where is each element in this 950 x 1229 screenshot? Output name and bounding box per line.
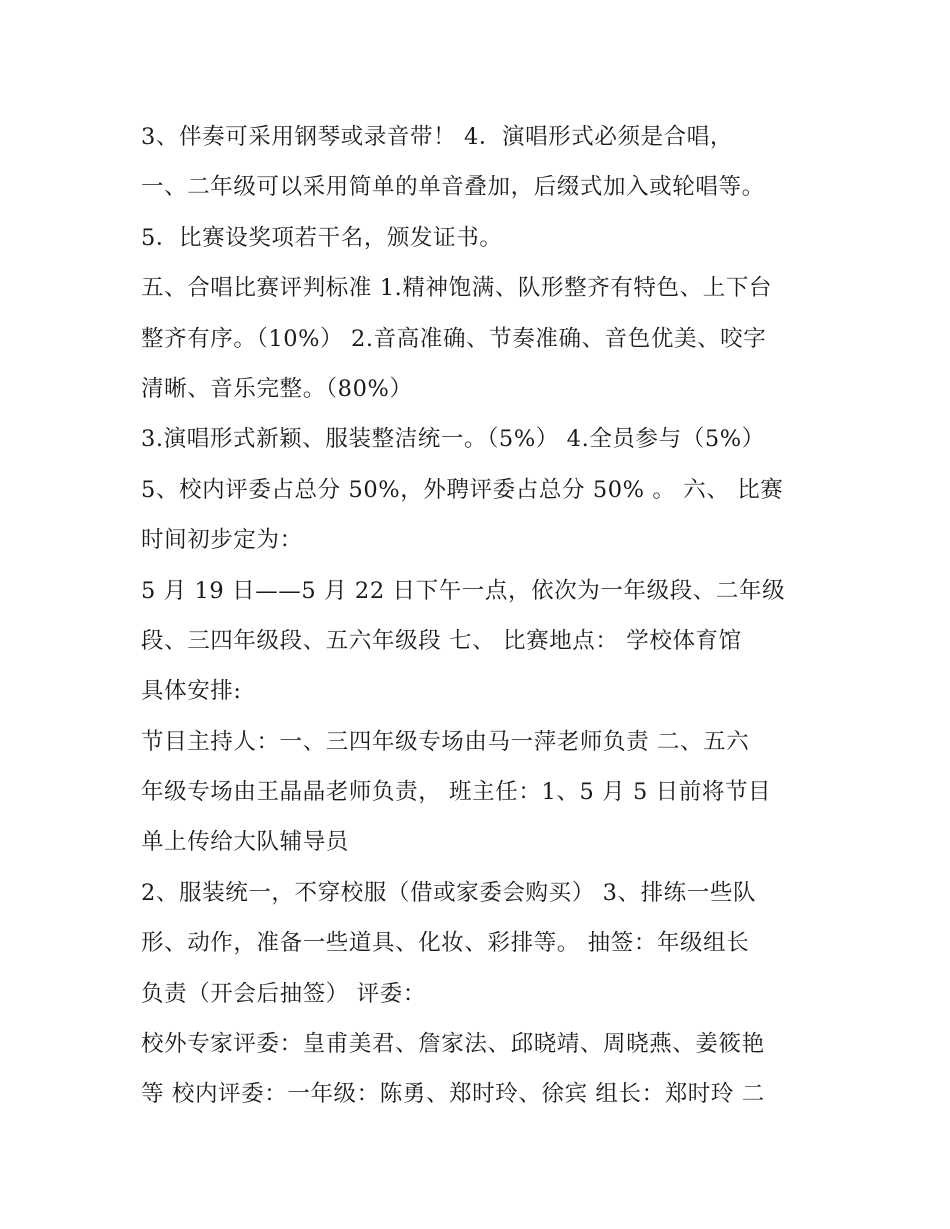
text-line: 等 校内评委：一年级：陈勇、郑时玲、徐宾 组长：郑时玲 二	[141, 1081, 765, 1108]
text-line: 具体安排:	[141, 678, 242, 705]
text-line: 单上传给大队辅导员	[141, 829, 349, 856]
text-line: 时间初步定为：	[141, 527, 303, 554]
document-body	[141, 112, 831, 1120]
text-line: 一、二年级可以采用简单的单音叠加，后缀式加入或轮唱等。	[141, 174, 765, 201]
text-line: 3、伴奏可采用钢琴或录音带！ 4．演唱形式必须是合唱，	[141, 124, 733, 150]
text-line: 3.演唱形式新颖、服装整洁统一。（5%） 4.全员参与（5%）	[141, 426, 765, 453]
text-line: 5 月 19 日——5 月 22 日下午一点，依次为一年级段、二年级	[141, 577, 786, 604]
text-line: 校外专家评委：皇甫美君、詹家法、邱晓靖、周晓燕、姜筱艳	[141, 1031, 765, 1058]
text-line: 清晰、音乐完整。（80%）	[141, 375, 413, 402]
text-line: 年级专场由王晶晶老师负责， 班主任：1、5 月 5 日前将节目	[141, 779, 772, 806]
text-line: 2、服装统一，不穿校服（借或家委会购买） 3、排练一些队	[141, 879, 757, 906]
text-line: 5．比赛设奖项若干名，颁发证书。	[141, 224, 503, 251]
text-line: 形、动作，准备一些道具、化妆、彩排等。 抽签：年级组长	[141, 930, 750, 957]
text-line: 五、合唱比赛评判标准 1.精神饱满、队形整齐有特色、上下台	[141, 275, 773, 302]
text-line: 负责（开会后抽签） 评委：	[141, 980, 426, 1007]
text-line: 整齐有序。（10%） 2.音高准确、节奏准确、音色优美、咬字	[141, 325, 767, 352]
text-line: 节目主持人：一、三四年级专场由马一萍老师负责 二、五六	[141, 728, 750, 755]
text-line: 5、校内评委占总分 50%，外聘评委占总分 50% 。 六、 比赛	[141, 476, 784, 503]
text-line: 段、三四年级段、五六年级段 七、 比赛地点： 学校体育馆	[141, 627, 742, 654]
